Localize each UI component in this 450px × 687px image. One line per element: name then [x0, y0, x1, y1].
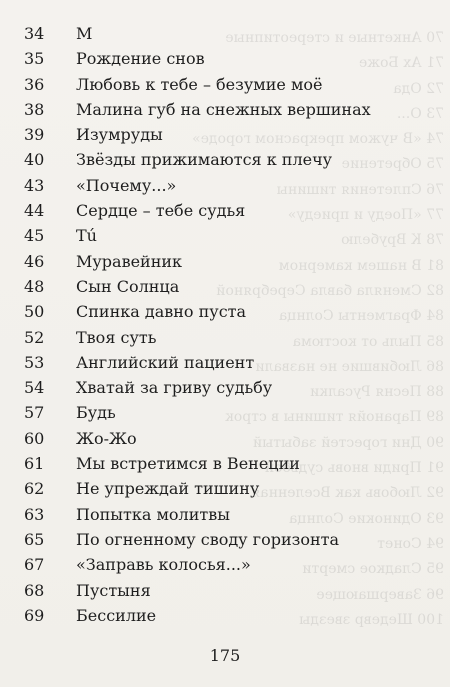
toc-page-number: 61 — [24, 454, 45, 474]
toc-title: М — [76, 24, 93, 43]
toc-entry — [24, 325, 364, 350]
toc-page-number: 50 — [24, 302, 45, 322]
toc-entry — [24, 476, 364, 501]
toc-entry — [24, 147, 364, 172]
toc-title: Спинка давно пуста — [76, 302, 247, 322]
toc-page-number: 48 — [24, 276, 45, 296]
toc-page-number: 45 — [24, 226, 45, 246]
toc-entry — [24, 552, 364, 577]
toc-title: Попытка молитвы — [76, 504, 230, 524]
toc-title: Tú — [76, 226, 97, 246]
toc-page-number: 38 — [24, 99, 45, 119]
toc-page-number: 53 — [24, 352, 45, 372]
toc-page-number: 52 — [24, 327, 45, 347]
toc-page-number: 57 — [24, 403, 45, 423]
toc-entry — [24, 527, 364, 552]
toc-title: Рождение снов — [76, 49, 205, 69]
table-of-contents — [24, 21, 371, 628]
page-number: 175 — [209, 646, 241, 665]
toc-page-number: 36 — [24, 74, 45, 94]
toc-page-number: 43 — [24, 175, 45, 195]
toc-page-number: 54 — [24, 378, 45, 398]
toc-page-number: 34 — [24, 24, 45, 43]
toc-title: Мы встретимся в Венеции — [76, 454, 300, 474]
toc-title: Сердце – тебе судья — [76, 201, 246, 221]
toc-entry — [24, 578, 364, 603]
toc-entry — [24, 603, 364, 628]
toc-page-number: 67 — [24, 555, 45, 575]
toc-title: Твоя суть — [76, 327, 157, 347]
toc-entry — [24, 223, 364, 248]
toc-page-number: 39 — [24, 125, 45, 145]
toc-entry — [24, 426, 364, 451]
toc-title: Бессилие — [76, 605, 157, 625]
show-through-text: 70 Анкетные и стереотипные 71 Ах Боже 72 Ода 73 О... 74 «В чужом прекрасном городе» 75 Обретение 76 Сплетения тишины 77 «Поеду и приеду» 78 К Врубелю 81 В нашем камерном 82 Сменяла бавла Серебряной 84 Фрагменты Солнца 85 Пыль от костюма 86 Любившие не назвали 88 Песня Русалки 89 Паранойя тишины в строк 90 Дни горестей забытый 91 Приди вновь судьбой 92 Любовь как Вселенная 93 Одинокие Солнца 94 Сонет 95 Сладкое смерти 96 Завершающее 100 Шедевр звезды — [192, 30, 444, 628]
toc-title: Хватай за гриву судьбу — [76, 378, 273, 398]
toc-page-number: 35 — [24, 49, 45, 69]
toc-page-number: 44 — [24, 201, 45, 221]
toc-entry — [24, 375, 364, 400]
toc-title: Не упреждай тишину — [76, 479, 260, 499]
toc-title: Изумруды — [76, 125, 163, 145]
toc-entry — [24, 46, 364, 71]
toc-page-number: 60 — [24, 428, 45, 448]
toc-entry — [24, 72, 364, 97]
toc-entry — [24, 198, 364, 223]
toc-title: Малина губ на снежных вершинах — [76, 99, 371, 119]
toc-page-number: 68 — [24, 580, 45, 600]
toc-entry — [24, 274, 364, 299]
toc-entry — [24, 502, 364, 527]
toc-title: Звёзды прижимаются к плечу — [76, 150, 333, 170]
toc-title: По огненному своду горизонта — [76, 529, 340, 549]
toc-entry — [24, 400, 364, 425]
toc-entry — [24, 299, 364, 324]
toc-entry — [24, 97, 371, 122]
toc-title: Сын Солнца — [76, 276, 180, 296]
toc-title: Английский пациент — [76, 352, 255, 372]
toc-title: Пустыня — [76, 580, 151, 600]
toc-title: Жо-Жо — [76, 428, 137, 448]
toc-page-number: 63 — [24, 504, 45, 524]
toc-entry — [24, 21, 364, 46]
toc-entry — [24, 173, 364, 198]
toc-entry — [24, 249, 364, 274]
toc-page-number: 69 — [24, 605, 45, 625]
toc-page-number: 46 — [24, 251, 45, 271]
toc-title: «Почему...» — [76, 175, 177, 195]
toc-page-number: 40 — [24, 150, 45, 170]
toc-entry — [24, 451, 364, 476]
toc-title: Муравейник — [76, 251, 183, 271]
toc-entry — [24, 122, 364, 147]
toc-title: Любовь к тебе – безумие моё — [76, 74, 323, 94]
toc-title: «Заправь колосья...» — [76, 555, 251, 575]
toc-page-number: 62 — [24, 479, 45, 499]
toc-title: Будь — [76, 403, 116, 423]
toc-entry — [24, 350, 364, 375]
toc-page-number: 65 — [24, 529, 45, 549]
